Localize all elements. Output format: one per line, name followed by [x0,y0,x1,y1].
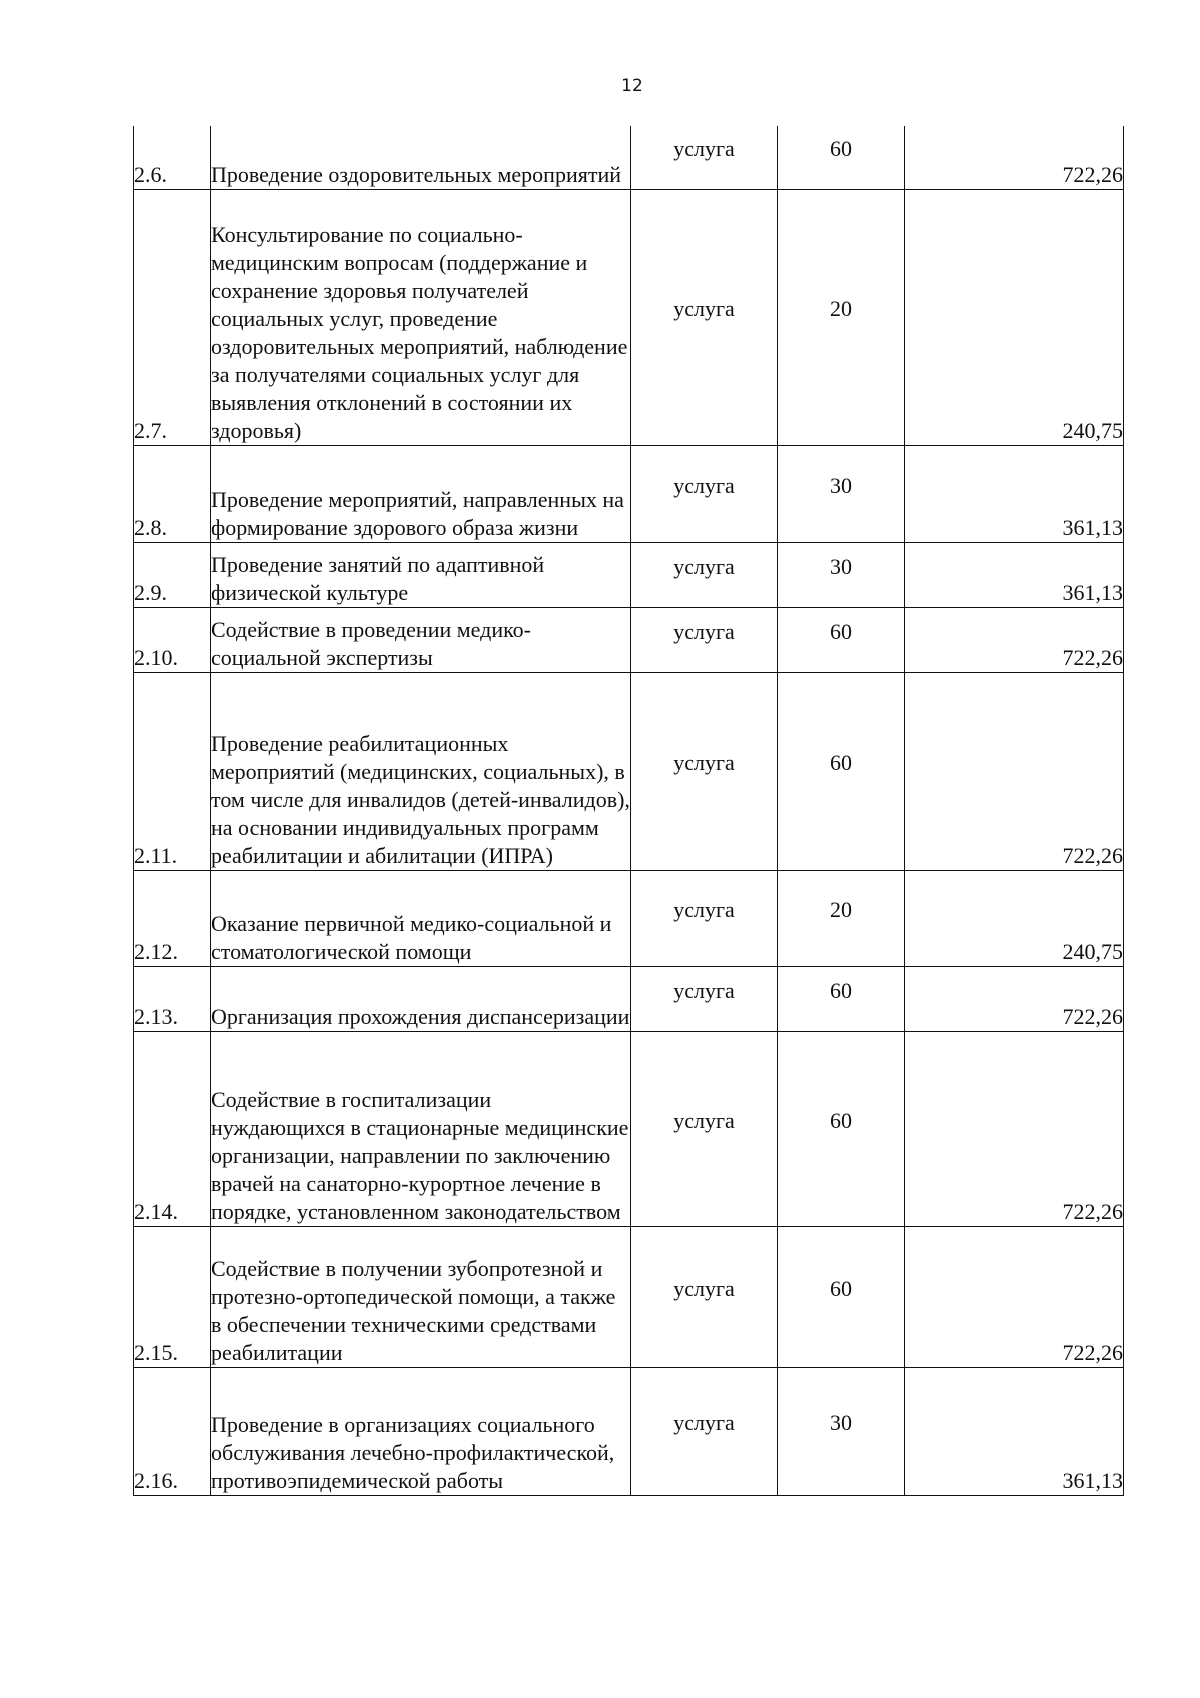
service-quantity [778,1031,905,1226]
service-quantity-text: 60 [830,1275,852,1301]
service-quantity [778,870,905,966]
service-price: 722,26 [905,607,1124,672]
page-number: 12 [621,76,643,96]
service-quantity [778,966,905,1031]
service-number: 2.7. [134,189,211,445]
service-quantity [778,445,905,542]
service-unit-text: услуга [673,296,735,321]
service-price: 722,26 [905,126,1124,189]
service-price: 361,13 [905,542,1124,607]
service-name: Содействие в получении зубопротезной и протезно-ортопедической помощи, а также в обеспечении техническими средствами реабилитации [211,1226,631,1367]
service-quantity-text: 20 [830,897,852,922]
service-name: Проведение в организациях социального обслуживания лечебно-профилактической, противоэпидемической работы [211,1367,631,1495]
table-row [134,189,1124,445]
service-quantity [778,189,905,445]
service-number: 2.12. [134,870,211,966]
service-name: Содействие в проведении медико-социальной экспертизы [211,607,631,672]
service-name: Проведение оздоровительных мероприятий [211,126,631,189]
service-number: 2.14. [134,1031,211,1226]
service-price: 361,13 [905,1367,1124,1495]
service-quantity-text: 60 [830,977,852,1003]
service-unit-text: услуга [673,897,735,922]
service-name: Проведение занятий по адаптивной физической культуре [211,542,631,607]
service-number: 2.16. [134,1367,211,1495]
service-quantity [778,1367,905,1495]
service-number: 2.10. [134,607,211,672]
service-unit-text: услуга [673,1275,735,1301]
service-unit-text: услуга [673,553,735,579]
service-price: 361,13 [905,445,1124,542]
table-row [134,1226,1124,1367]
service-quantity-text: 20 [830,296,852,321]
service-quantity-text: 60 [830,618,852,644]
services-table-body [134,126,1124,1495]
service-unit-text: услуга [673,618,735,644]
service-quantity [778,126,905,189]
service-unit-text: услуга [673,1107,735,1133]
service-unit [631,607,778,672]
service-unit [631,445,778,542]
service-unit [631,1367,778,1495]
service-quantity [778,542,905,607]
service-unit [631,1031,778,1226]
service-price: 722,26 [905,1031,1124,1226]
service-name: Содействие в госпитализации нуждающихся в стационарные медицинские организации, направлении по заключению врачей на санаторно-курортное лечение в порядке, установленном законодательством [211,1031,631,1226]
table-row [134,126,1124,189]
service-number: 2.11. [134,672,211,870]
table-row [134,672,1124,870]
service-unit [631,672,778,870]
service-price: 722,26 [905,1226,1124,1367]
table-row [134,607,1124,672]
table-row [134,445,1124,542]
service-price: 240,75 [905,189,1124,445]
service-unit [631,542,778,607]
service-unit-text: услуга [673,750,735,775]
service-quantity-text: 30 [830,553,852,579]
service-quantity [778,672,905,870]
service-name: Проведение реабилитационных мероприятий (медицинских, социальных), в том числе для инвалидов (детей-инвалидов), на основании индивидуальных программ реабилитации и абилитации (ИПРА) [211,672,631,870]
table-row [134,966,1124,1031]
service-unit [631,1226,778,1367]
service-quantity-text: 60 [830,136,852,162]
service-name: Проведение мероприятий, направленных на формирование здорового образа жизни [211,445,631,542]
service-quantity-text: 60 [830,1107,852,1133]
service-price: 722,26 [905,672,1124,870]
services-table [133,126,1124,1496]
service-name: Оказание первичной медико-социальной и стоматологической помощи [211,870,631,966]
table-row [134,1367,1124,1495]
service-price: 722,26 [905,966,1124,1031]
service-number: 2.8. [134,445,211,542]
service-number: 2.13. [134,966,211,1031]
service-unit [631,189,778,445]
service-quantity-text: 60 [830,750,852,775]
table-row [134,1031,1124,1226]
service-unit-text: услуга [673,472,735,498]
service-name: Консультирование по социально-медицинским вопросам (поддержание и сохранение здоровья получателей социальных услуг, проведение оздоровительных мероприятий, наблюдение за получателями социальных услуг для выявления отклонений в состоянии их здоровья) [211,189,631,445]
table-row [134,542,1124,607]
service-number: 2.6. [134,126,211,189]
service-quantity [778,1226,905,1367]
service-unit-text: услуга [673,977,735,1003]
service-price: 240,75 [905,870,1124,966]
service-unit-text: услуга [673,1410,735,1435]
service-unit [631,966,778,1031]
table-row [134,870,1124,966]
service-number: 2.15. [134,1226,211,1367]
service-number: 2.9. [134,542,211,607]
service-name: Организация прохождения диспансеризации [211,966,631,1031]
service-quantity-text: 30 [830,472,852,498]
service-quantity [778,607,905,672]
service-unit [631,126,778,189]
service-unit [631,870,778,966]
service-unit-text: услуга [673,136,735,162]
service-quantity-text: 30 [830,1410,852,1435]
